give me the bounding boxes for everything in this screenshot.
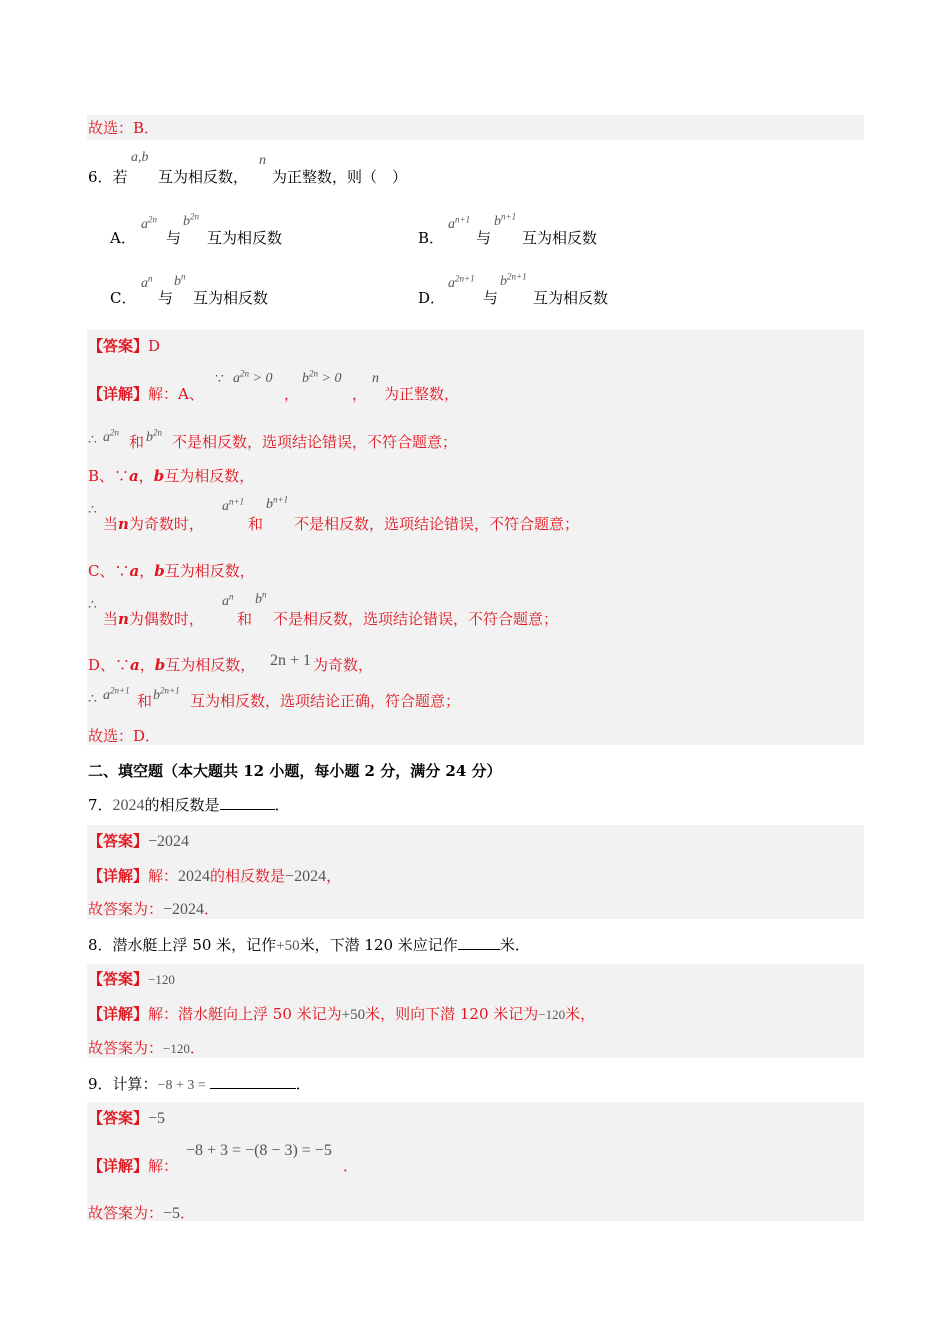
- q6-l2-a: $a^{2n}$: [103, 427, 119, 445]
- q5-answer-box: [87, 115, 864, 140]
- q6-b-line: B、∵a，b互为相反数，: [88, 467, 255, 485]
- q8-detail: 【详解】解：潜水艇向上浮 50 米记为+50米，则向下潜 120 米记为−120米，: [88, 1005, 596, 1023]
- q6-c-line: C、∵a，b互为相反数，: [88, 562, 255, 580]
- option-a-base-b: $b^{2n}$: [183, 211, 199, 229]
- option-c-label: C．: [110, 289, 137, 307]
- q9-answer-box: [87, 1102, 864, 1221]
- q6-therefore-4: ∴: [88, 692, 97, 707]
- q6-comma2: ，: [352, 385, 368, 403]
- option-d-base-a: $a^{2n+1}$: [448, 273, 475, 291]
- option-d-rel: 互为相反数: [533, 289, 609, 307]
- q6-final: 故选：D．: [88, 727, 161, 745]
- q6-d-2n1: 2n + 1: [270, 652, 312, 669]
- q6-c-a: $a^n$: [222, 591, 234, 609]
- q8-stem: 8．潜水艇上浮 50 米，记作+50米，下潜 120 米应记作 米．: [88, 936, 530, 954]
- option-d-label: D．: [418, 289, 446, 307]
- option-c-base-a: $a^n$: [141, 273, 153, 291]
- option-a-base-a: $a^{2n}$: [141, 214, 157, 232]
- q6-d-odd: 为奇数，: [313, 656, 374, 674]
- q6-ab: a,b: [131, 150, 149, 165]
- q6-n-pos: 为正整数，: [384, 385, 460, 403]
- q6-n: n: [259, 153, 266, 168]
- q7-blank[interactable]: [220, 795, 275, 810]
- option-a-with: 与: [166, 229, 182, 247]
- option-b-with: 与: [476, 229, 492, 247]
- option-a-rel: 互为相反数: [207, 229, 283, 247]
- q6-b-when: 当n为奇数时，: [103, 515, 204, 533]
- q6-d-tail: 互为相反数，选项结论正确，符合题意；: [190, 692, 461, 710]
- q7-detail: 【详解】解：2024的相反数是−2024，: [88, 867, 342, 885]
- q6-number: 6．若: [88, 168, 128, 186]
- q9-detail: 【详解】解：: [88, 1157, 179, 1175]
- q6-therefore-1: ∴: [88, 433, 97, 448]
- q7-answer: 【答案】−2024: [88, 832, 190, 850]
- q6-d-and: 和: [137, 692, 153, 710]
- q8-answer: 【答案】−120: [88, 970, 175, 988]
- q7-final: 故答案为：−2024．: [88, 900, 220, 918]
- q6-answer: 【答案】D: [88, 337, 161, 355]
- q6-d-a: $a^{2n+1}$: [103, 685, 130, 703]
- option-b-rel: 互为相反数: [522, 229, 598, 247]
- q6-d-b: $b^{2n+1}$: [153, 685, 180, 703]
- option-c-rel: 互为相反数: [193, 289, 269, 307]
- q8-blank[interactable]: [458, 935, 500, 950]
- q6-because: ∵: [215, 372, 224, 387]
- q6-therefore-2: ∴: [88, 503, 97, 518]
- option-a-label: A．: [110, 229, 136, 247]
- q6-l2-tail: 不是相反数，选项结论错误，不符合题意；: [172, 433, 458, 451]
- option-d-base-b: $b^{2n+1}$: [500, 271, 527, 289]
- q6-b-b: $b^{n+1}$: [266, 494, 289, 512]
- option-b-base-a: $a^{n+1}$: [448, 214, 471, 232]
- q6-text2: 为正整数，则（ ）: [272, 168, 408, 186]
- option-b-base-b: $b^{n+1}$: [494, 211, 517, 229]
- q6-therefore-3: ∴: [88, 598, 97, 613]
- q6-c-b: $b^n$: [255, 589, 267, 607]
- q6-c-when: 当n为偶数时，: [103, 610, 204, 628]
- q9-final: 故答案为：−5．: [88, 1204, 196, 1222]
- q6-c-tail: 不是相反数，选项结论错误，不符合题意；: [273, 610, 559, 628]
- q6-d-line: D、∵a，b互为相反数，: [88, 656, 256, 674]
- q6-c-and: 和: [237, 610, 253, 628]
- option-c-with: 与: [158, 289, 174, 307]
- q6-comma1: ，: [284, 385, 300, 403]
- option-c-base-b: $b^n$: [174, 271, 186, 289]
- q6-l2-b: $b^{2n}$: [146, 427, 162, 445]
- q6-b-a: $a^{n+1}$: [222, 496, 245, 514]
- q6-detail-line1: 【详解】解：A、: [88, 385, 204, 403]
- q5-final: 故选：B．: [88, 119, 160, 137]
- q6-l2-and: 和: [129, 433, 145, 451]
- section-title: 二、填空题（本大题共 12 小题，每小题 2 分，满分 24 分）: [88, 762, 502, 780]
- option-d-with: 与: [483, 289, 499, 307]
- q6-ineq-b: $b^{2n} > 0$: [302, 368, 342, 386]
- q6-text1: 互为相反数，: [158, 168, 249, 186]
- q9-detail-expr: −8 + 3 = −(8 − 3) = −5: [186, 1142, 332, 1159]
- q7-stem: 7．2024的相反数是 ．: [88, 796, 290, 814]
- q6-ineq-a: $a^{2n} > 0$: [233, 368, 273, 386]
- q6-b-tail: 不是相反数，选项结论错误，不符合题意；: [294, 515, 580, 533]
- q8-final: 故答案为：−120．: [88, 1039, 205, 1057]
- q9-detail-end: ．: [343, 1157, 359, 1175]
- q6-n-var: n: [372, 371, 379, 386]
- q9-stem: 9．计算：−8 + 3 = ．: [88, 1075, 311, 1093]
- q9-blank[interactable]: [210, 1074, 296, 1089]
- q9-answer: 【答案】−5: [88, 1109, 166, 1127]
- q6-b-and: 和: [248, 515, 264, 533]
- option-b-label: B．: [418, 229, 445, 247]
